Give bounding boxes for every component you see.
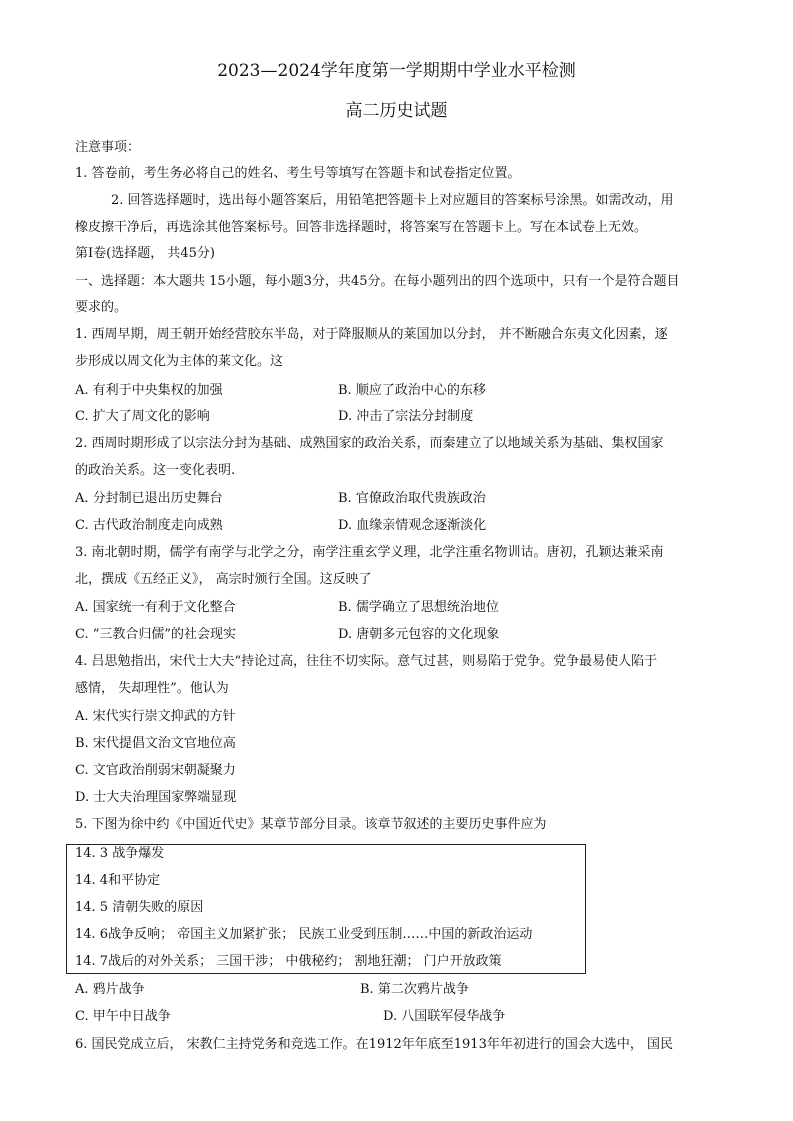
notice-item-2-line-2: 橡皮擦干净后，再选涂其他答案标号。回答非选择题时，将答案写在答题卡上。写在本试卷上无效。 bbox=[75, 220, 648, 235]
section-part-heading: 第Ⅰ卷(选择题， 共45分) bbox=[75, 246, 215, 261]
q5-option-b: B. 第二次鸦片战争 bbox=[360, 982, 469, 997]
q5-option-c: C. 甲午中日战争 bbox=[75, 1009, 171, 1024]
q1-option-d: D. 冲击了宗法分封制度 bbox=[338, 409, 474, 424]
q4-option-a: A. 宋代实行崇文抑武的方针 bbox=[75, 709, 236, 724]
q1-stem-line-1: 1. 西周早期，周王朝开始经营胶东半岛，对于降服顺从的莱国加以分封， 并不断融合东夷文化因素，逐 bbox=[75, 327, 668, 342]
q3-option-d: D. 唐朝多元包容的文化现象 bbox=[338, 627, 500, 642]
q3-stem-line-1: 3. 南北朝时期，儒学有南学与北学之分，南学注重玄学义理，北学注重名物训诂。唐初，孔颖达兼采南 bbox=[75, 545, 664, 560]
q1-option-b: B. 顺应了政治中心的东移 bbox=[338, 383, 486, 398]
q1-option-c: C. 扩大了周文化的影响 bbox=[75, 409, 210, 424]
q4-option-c: C. 文官政治削弱宋朝凝聚力 bbox=[75, 763, 236, 778]
q5-toc-item-14-6: 14. 6战争反响； 帝国主义加紧扩张； 民族工业受到压制……中国的新政治运动 bbox=[75, 927, 533, 942]
section-intro-line-1: 一、选择题：本大题共 15小题，每小题3分，共45分。在每小题列出的四个选项中，只有一个是符合题目 bbox=[75, 274, 680, 289]
exam-title: 2023—2024学年度第一学期期中学业水平检测 bbox=[217, 61, 576, 81]
q2-stem-line-1: 2. 西周时期形成了以宗法分封为基础、成熟国家的政治关系，而秦建立了以地域关系为基础、集权国家 bbox=[75, 436, 664, 451]
q5-toc-item-14-7: 14. 7战后的对外关系； 三国干涉； 中俄秘约； 割地狂潮； 门户开放政策 bbox=[75, 954, 502, 969]
q3-option-b: B. 儒学确立了思想统治地位 bbox=[338, 600, 499, 615]
q2-stem-line-2: 的政治关系。这一变化表明. bbox=[75, 463, 236, 478]
q5-option-a: A. 鸦片战争 bbox=[75, 982, 145, 997]
q4-stem-line-1: 4. 吕思勉指出，宋代士大夫“持论过高，往往不切实际。意气过甚，则易陷于党争。党争最易使人陷于 bbox=[75, 654, 658, 669]
q5-option-d: D. 八国联军侵华战争 bbox=[383, 1009, 506, 1024]
q2-option-a: A. 分封制已退出历史舞台 bbox=[75, 491, 223, 506]
q3-stem-line-2: 北，撰成《五经正义》， 高宗时颁行全国。这反映了 bbox=[75, 572, 372, 587]
notice-item-2-line-1: 2. 回答选择题时，选出每小题答案后，用铅笔把答题卡上对应题目的答案标号涂黑。如需改动，用 bbox=[111, 193, 674, 208]
q5-stem-line-1: 5. 下图为徐中约《中国近代史》某章节部分目录。该章节叙述的主要历史事件应为 bbox=[75, 817, 547, 832]
section-intro-line-2: 要求的。 bbox=[75, 300, 128, 315]
q4-option-d: D. 士大夫治理国家弊端显现 bbox=[75, 790, 237, 805]
notice-item-1: 1. 答卷前，考生务必将自己的姓名、考生号等填写在答题卡和试卷指定位置。 bbox=[75, 166, 521, 181]
q6-stem-line-1: 6. 国民党成立后， 宋教仁主持党务和竞选工作。在1912年年底至1913年年初进行的国会大选中， 国民 bbox=[75, 1037, 673, 1052]
notice-heading: 注意事项： bbox=[75, 140, 141, 155]
q5-toc-item-14-5: 14. 5 清朝失败的原因 bbox=[75, 900, 204, 915]
q2-option-d: D. 血缘亲情观念逐渐淡化 bbox=[338, 518, 487, 533]
q1-stem-line-2: 步形成以周文化为主体的莱文化。这 bbox=[75, 354, 284, 369]
q3-option-c: C. “三教合归儒”的社会现实 bbox=[75, 627, 237, 642]
q1-option-a: A. 有利于中央集权的加强 bbox=[75, 383, 223, 398]
q2-option-c: C. 古代政治制度走向成熟 bbox=[75, 518, 223, 533]
q4-stem-line-2: 感情， 失却理性”。他认为 bbox=[75, 681, 229, 696]
exam-subtitle: 高二历史试题 bbox=[345, 101, 448, 121]
q2-option-b: B. 官僚政治取代贵族政治 bbox=[338, 491, 486, 506]
q5-toc-item-14-3: 14. 3 战争爆发 bbox=[75, 846, 165, 861]
q4-option-b: B. 宋代提倡文治文官地位高 bbox=[75, 736, 236, 751]
q5-toc-item-14-4: 14. 4和平协定 bbox=[75, 873, 161, 888]
q3-option-a: A. 国家统一有利于文化整合 bbox=[75, 600, 236, 615]
